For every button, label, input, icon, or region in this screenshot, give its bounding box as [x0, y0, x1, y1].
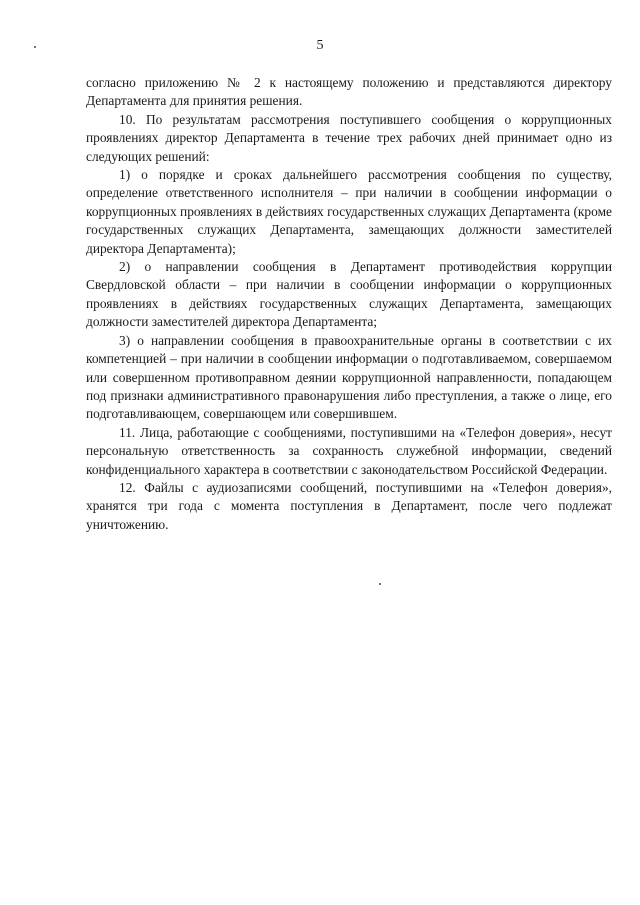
paragraph-continuation: согласно приложению № 2 к настоящему положению и представляются директору Департамента для принятия решения.: [86, 75, 612, 109]
paragraph-item-12: 12. Файлы с аудиозаписями сообщений, поступившими на «Телефон доверия», хранятся три года с момента поступления в Департамент, после чего подлежат уничтожению.: [86, 479, 612, 532]
paragraph-item-10-3: 3) о направлении сообщения в правоохранительные органы в соответствии с их компетенцией – при наличии в сообщении информации о подготавливаемом, совершаемом или совершенном противоправном деянии коррупционной направленности, попадающем под признаки административного правонарушения либо преступления, а также о лице, его подготавливающем, совершающем или совершившем.: [86, 332, 612, 422]
paragraph-item-11: 11. Лица, работающие с сообщениями, поступившими на «Телефон доверия», несут персональную ответственность за сохранность служебной информации, сведений конфиденциального характера в соответствии с законодательством Российской Федерации.: [86, 424, 612, 477]
document-body: [86, 74, 612, 534]
scan-speck: [379, 583, 381, 585]
paragraph-item-10-2: 2) о направлении сообщения в Департамент противодействия коррупции Свердловской области – при наличии в сообщении информации о коррупционных проявлениях в действиях государственных служащих Департамента, замещающих должности заместителей директора Департамента;: [86, 259, 612, 330]
paragraph-item-10-1: 1) о порядке и сроках дальнейшего рассмотрения сообщения по существу, определение ответственного исполнителя – при наличии в сообщении информации о коррупционных проявлениях в действиях государственных служащих Департамента (кроме государственных служащих Департамента, замещающих должности заместителей директора Департамента);: [86, 167, 612, 256]
page-number: 5: [316, 38, 324, 53]
paragraph-item-10: 10. По результатам рассмотрения поступившего сообщения о коррупционных проявлениях директор Департамента в течение трех рабочих дней принимает одно из следующих решений:: [86, 111, 612, 164]
scan-speck: [34, 46, 36, 48]
